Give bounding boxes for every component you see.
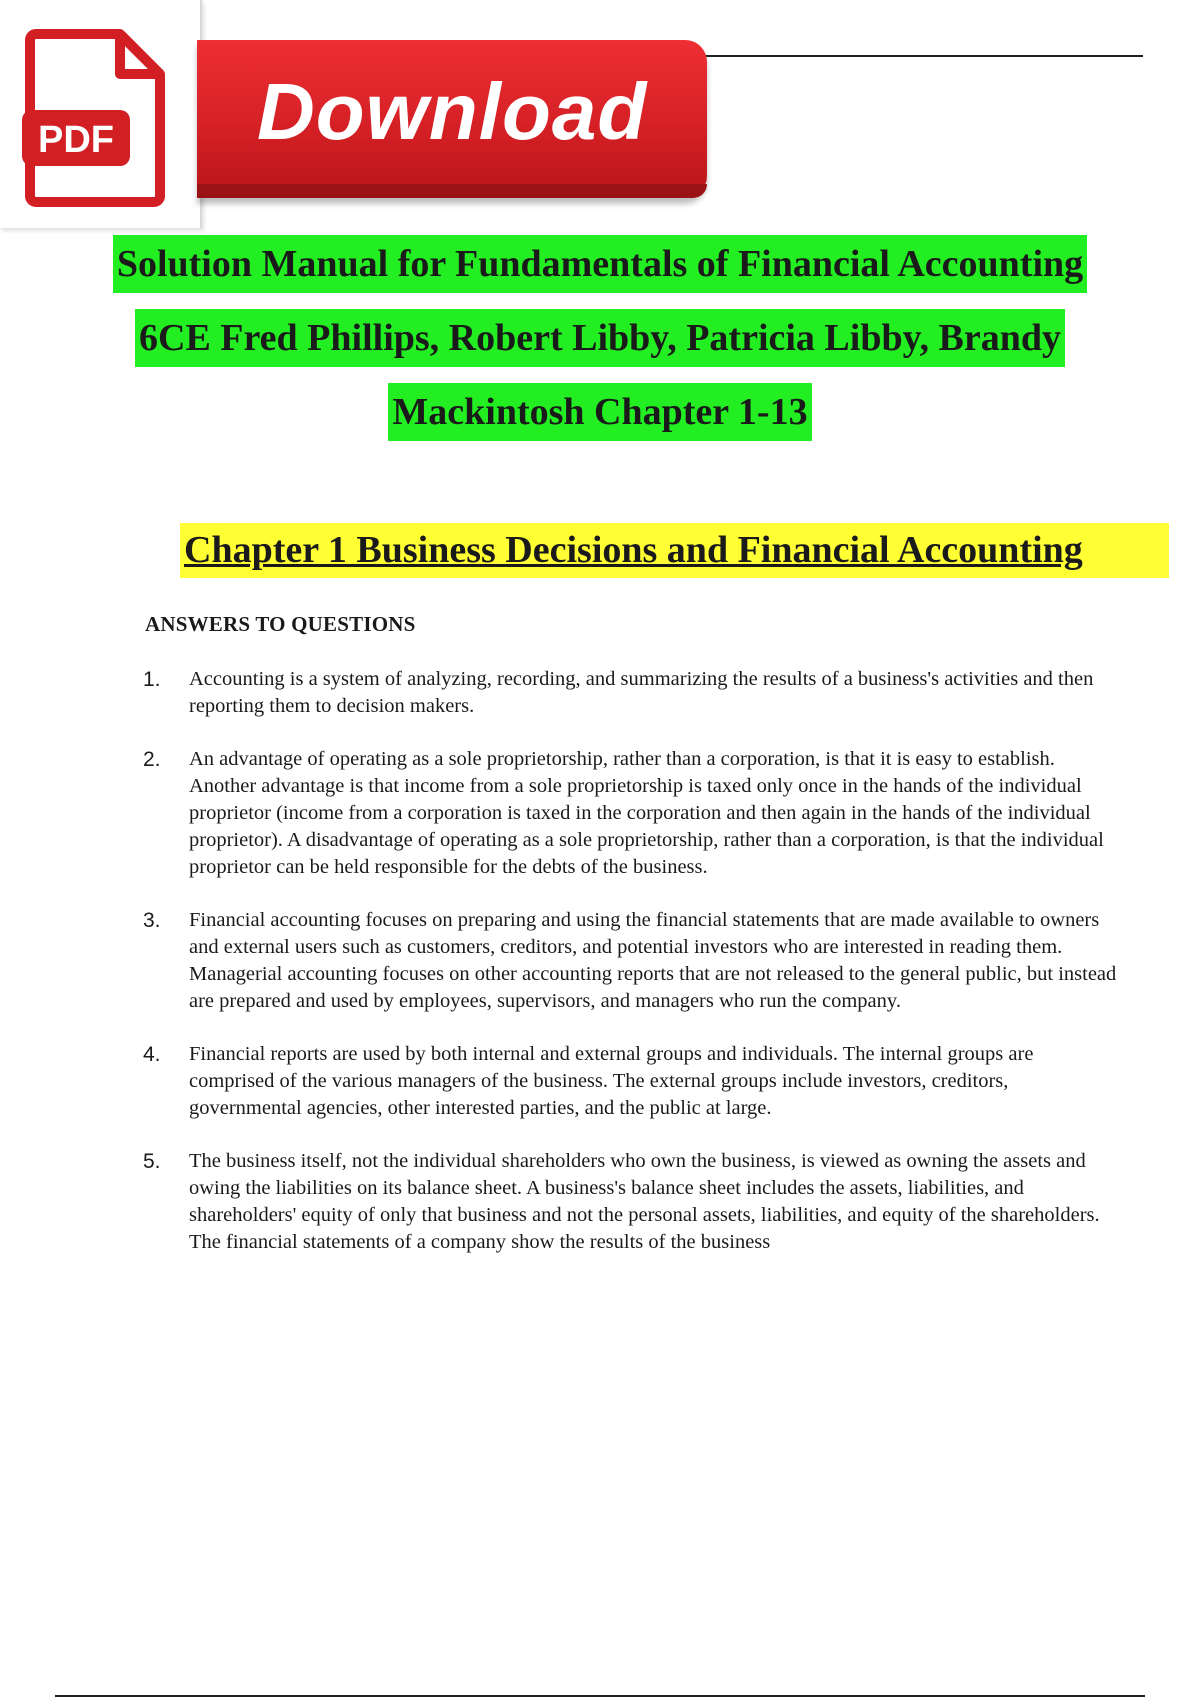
title-line-3: Mackintosh Chapter 1-13 xyxy=(388,383,811,441)
section-heading: ANSWERS TO QUESTIONS xyxy=(145,612,416,636)
pdf-file-icon xyxy=(22,28,172,208)
answer-number: 4. xyxy=(143,1043,161,1066)
chapter-heading: Chapter 1 Business Decisions and Financial Accounting xyxy=(180,523,1169,578)
answer-text: An advantage of operating as a sole proprietorship, rather than a corporation, is that it is easy to establish. Another advantage is that income from a sole proprietorship is taxed only once in the hands of the individual proprietor (income from a corporation is taxed in the corporation and then again in the hands of the individual proprietor). A disadvantage of operating as a sole proprietorship, rather than a corporation, is that the individual proprietor can be held responsible for the debts of the business. xyxy=(189,748,1104,878)
pdf-label: PDF xyxy=(38,119,114,161)
answer-number: 5. xyxy=(143,1150,161,1173)
header-rule xyxy=(705,55,1143,57)
list-item xyxy=(143,907,1123,1015)
title-line-1: Solution Manual for Fundamentals of Financial Accounting xyxy=(113,235,1087,293)
answer-text: The business itself, not the individual shareholders who own the business, is viewed as owning the assets and owing the liabilities on its balance sheet. A business's balance sheet includes the assets, liabilities, and shareholders' equity of only that business and not the personal assets, liabilities, and equity of the shareholders. The financial statements of a company show the results of the business xyxy=(189,1150,1100,1253)
answer-text: Accounting is a system of analyzing, recording, and summarizing the results of a business's activities and then reporting them to decision makers. xyxy=(189,668,1094,717)
document-title xyxy=(0,235,1200,457)
download-button[interactable] xyxy=(197,40,707,198)
answer-text: Financial reports are used by both internal and external groups and individuals. The internal groups are comprised of the various managers of the business. The external groups include investors, creditors, governmental agencies, other interested parties, and the public at large. xyxy=(189,1043,1034,1119)
download-label: Download xyxy=(257,67,648,156)
list-item xyxy=(143,1041,1123,1122)
footer-rule xyxy=(55,1695,1145,1697)
list-item xyxy=(143,666,1123,720)
answers-list xyxy=(143,666,1123,1282)
answer-text: Financial accounting focuses on preparing and using the financial statements that are made available to owners and external users such as customers, creditors, and potential investors who are interested in reading them. Managerial accounting focuses on other accounting reports that are not released to the general public, but instead are prepared and used by employees, supervisors, and managers who run the company. xyxy=(189,909,1117,1012)
list-item xyxy=(143,1148,1123,1256)
answer-number: 1. xyxy=(143,668,161,691)
title-line-2: 6CE Fred Phillips, Robert Libby, Patricia Libby, Brandy xyxy=(135,309,1065,367)
answer-number: 2. xyxy=(143,748,161,771)
answer-number: 3. xyxy=(143,909,161,932)
pdf-file-card[interactable] xyxy=(0,0,202,229)
list-item xyxy=(143,746,1123,881)
